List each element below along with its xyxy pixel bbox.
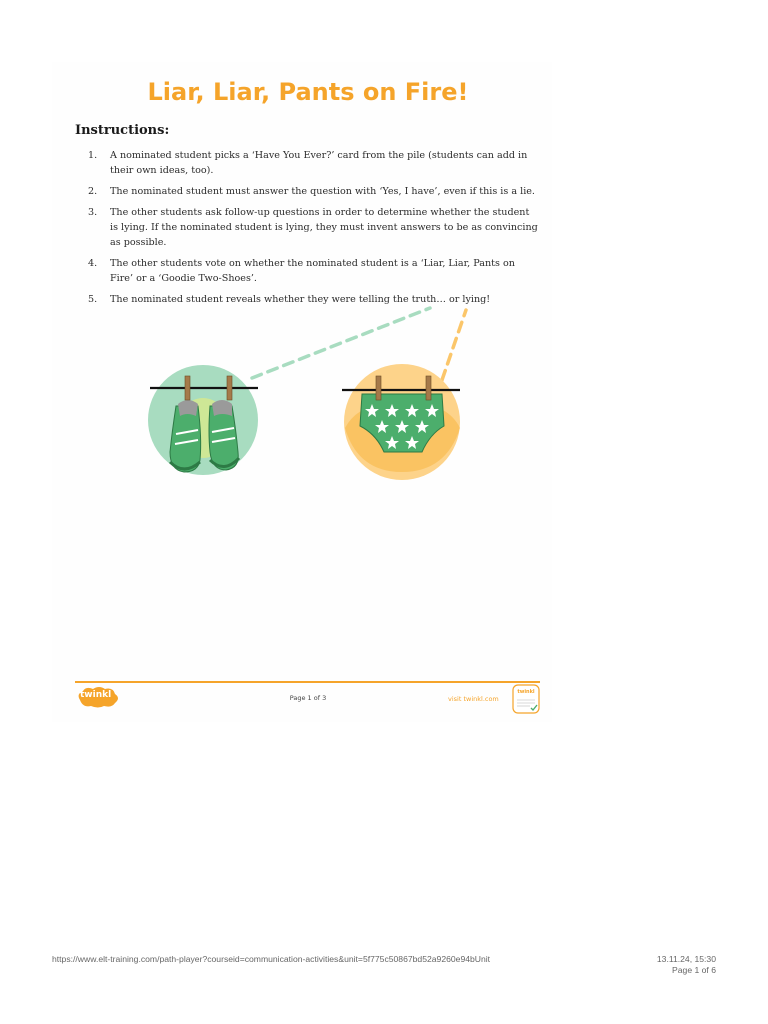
print-timestamp: 13.11.24, 15:30 bbox=[656, 954, 716, 964]
step-number: 5. bbox=[88, 294, 98, 305]
step-number: 1. bbox=[88, 150, 98, 161]
instructions-heading: Instructions: bbox=[75, 123, 170, 138]
step-text: The other students ask follow-up questions in order to determine whether the student is lying. If the nominated student is lying, they must invent answers to be as convincing as possible. bbox=[110, 207, 538, 248]
step-number: 2. bbox=[88, 186, 98, 197]
instruction-step bbox=[88, 256, 540, 286]
step-number: 4. bbox=[88, 258, 98, 269]
clothesline-illustration bbox=[140, 300, 540, 490]
instruction-list bbox=[88, 148, 540, 313]
instruction-step bbox=[88, 184, 540, 199]
instruction-step bbox=[88, 205, 540, 250]
star-pants-icon bbox=[342, 364, 460, 480]
step-number: 3. bbox=[88, 207, 98, 218]
step-text: A nominated student picks a ‘Have You Ever?’ card from the pile (students can add in their own ideas, too). bbox=[110, 150, 528, 176]
footer-divider bbox=[75, 681, 540, 683]
instruction-step bbox=[88, 148, 540, 178]
step-text: The nominated student reveals whether they were telling the truth… or lying! bbox=[110, 294, 491, 305]
worksheet-title: Liar, Liar, Pants on Fire! bbox=[147, 78, 469, 106]
visit-link[interactable]: visit twinkl.com bbox=[448, 695, 499, 703]
print-page-number: Page 1 of 6 bbox=[672, 965, 716, 975]
quality-badge-text: twinkl bbox=[517, 689, 535, 695]
worksheet-page-indicator: Page 1 of 3 bbox=[289, 694, 327, 702]
step-text: The nominated student must answer the question with ‘Yes, I have’, even if this is a lie. bbox=[110, 186, 535, 197]
twinkl-logo-text: twinkl bbox=[80, 690, 112, 700]
dashed-connector-lines bbox=[252, 308, 466, 380]
green-shoes-icon bbox=[148, 365, 258, 475]
step-text: The other students vote on whether the nominated student is a ‘Liar, Liar, Pants on Fire’ or a ‘Goodie Two-Shoes’. bbox=[110, 258, 515, 284]
print-url: https://www.elt-training.com/path-player?courseid=communication-activities&unit=5f775c50867bd52a9260e94bUnit bbox=[52, 954, 491, 964]
